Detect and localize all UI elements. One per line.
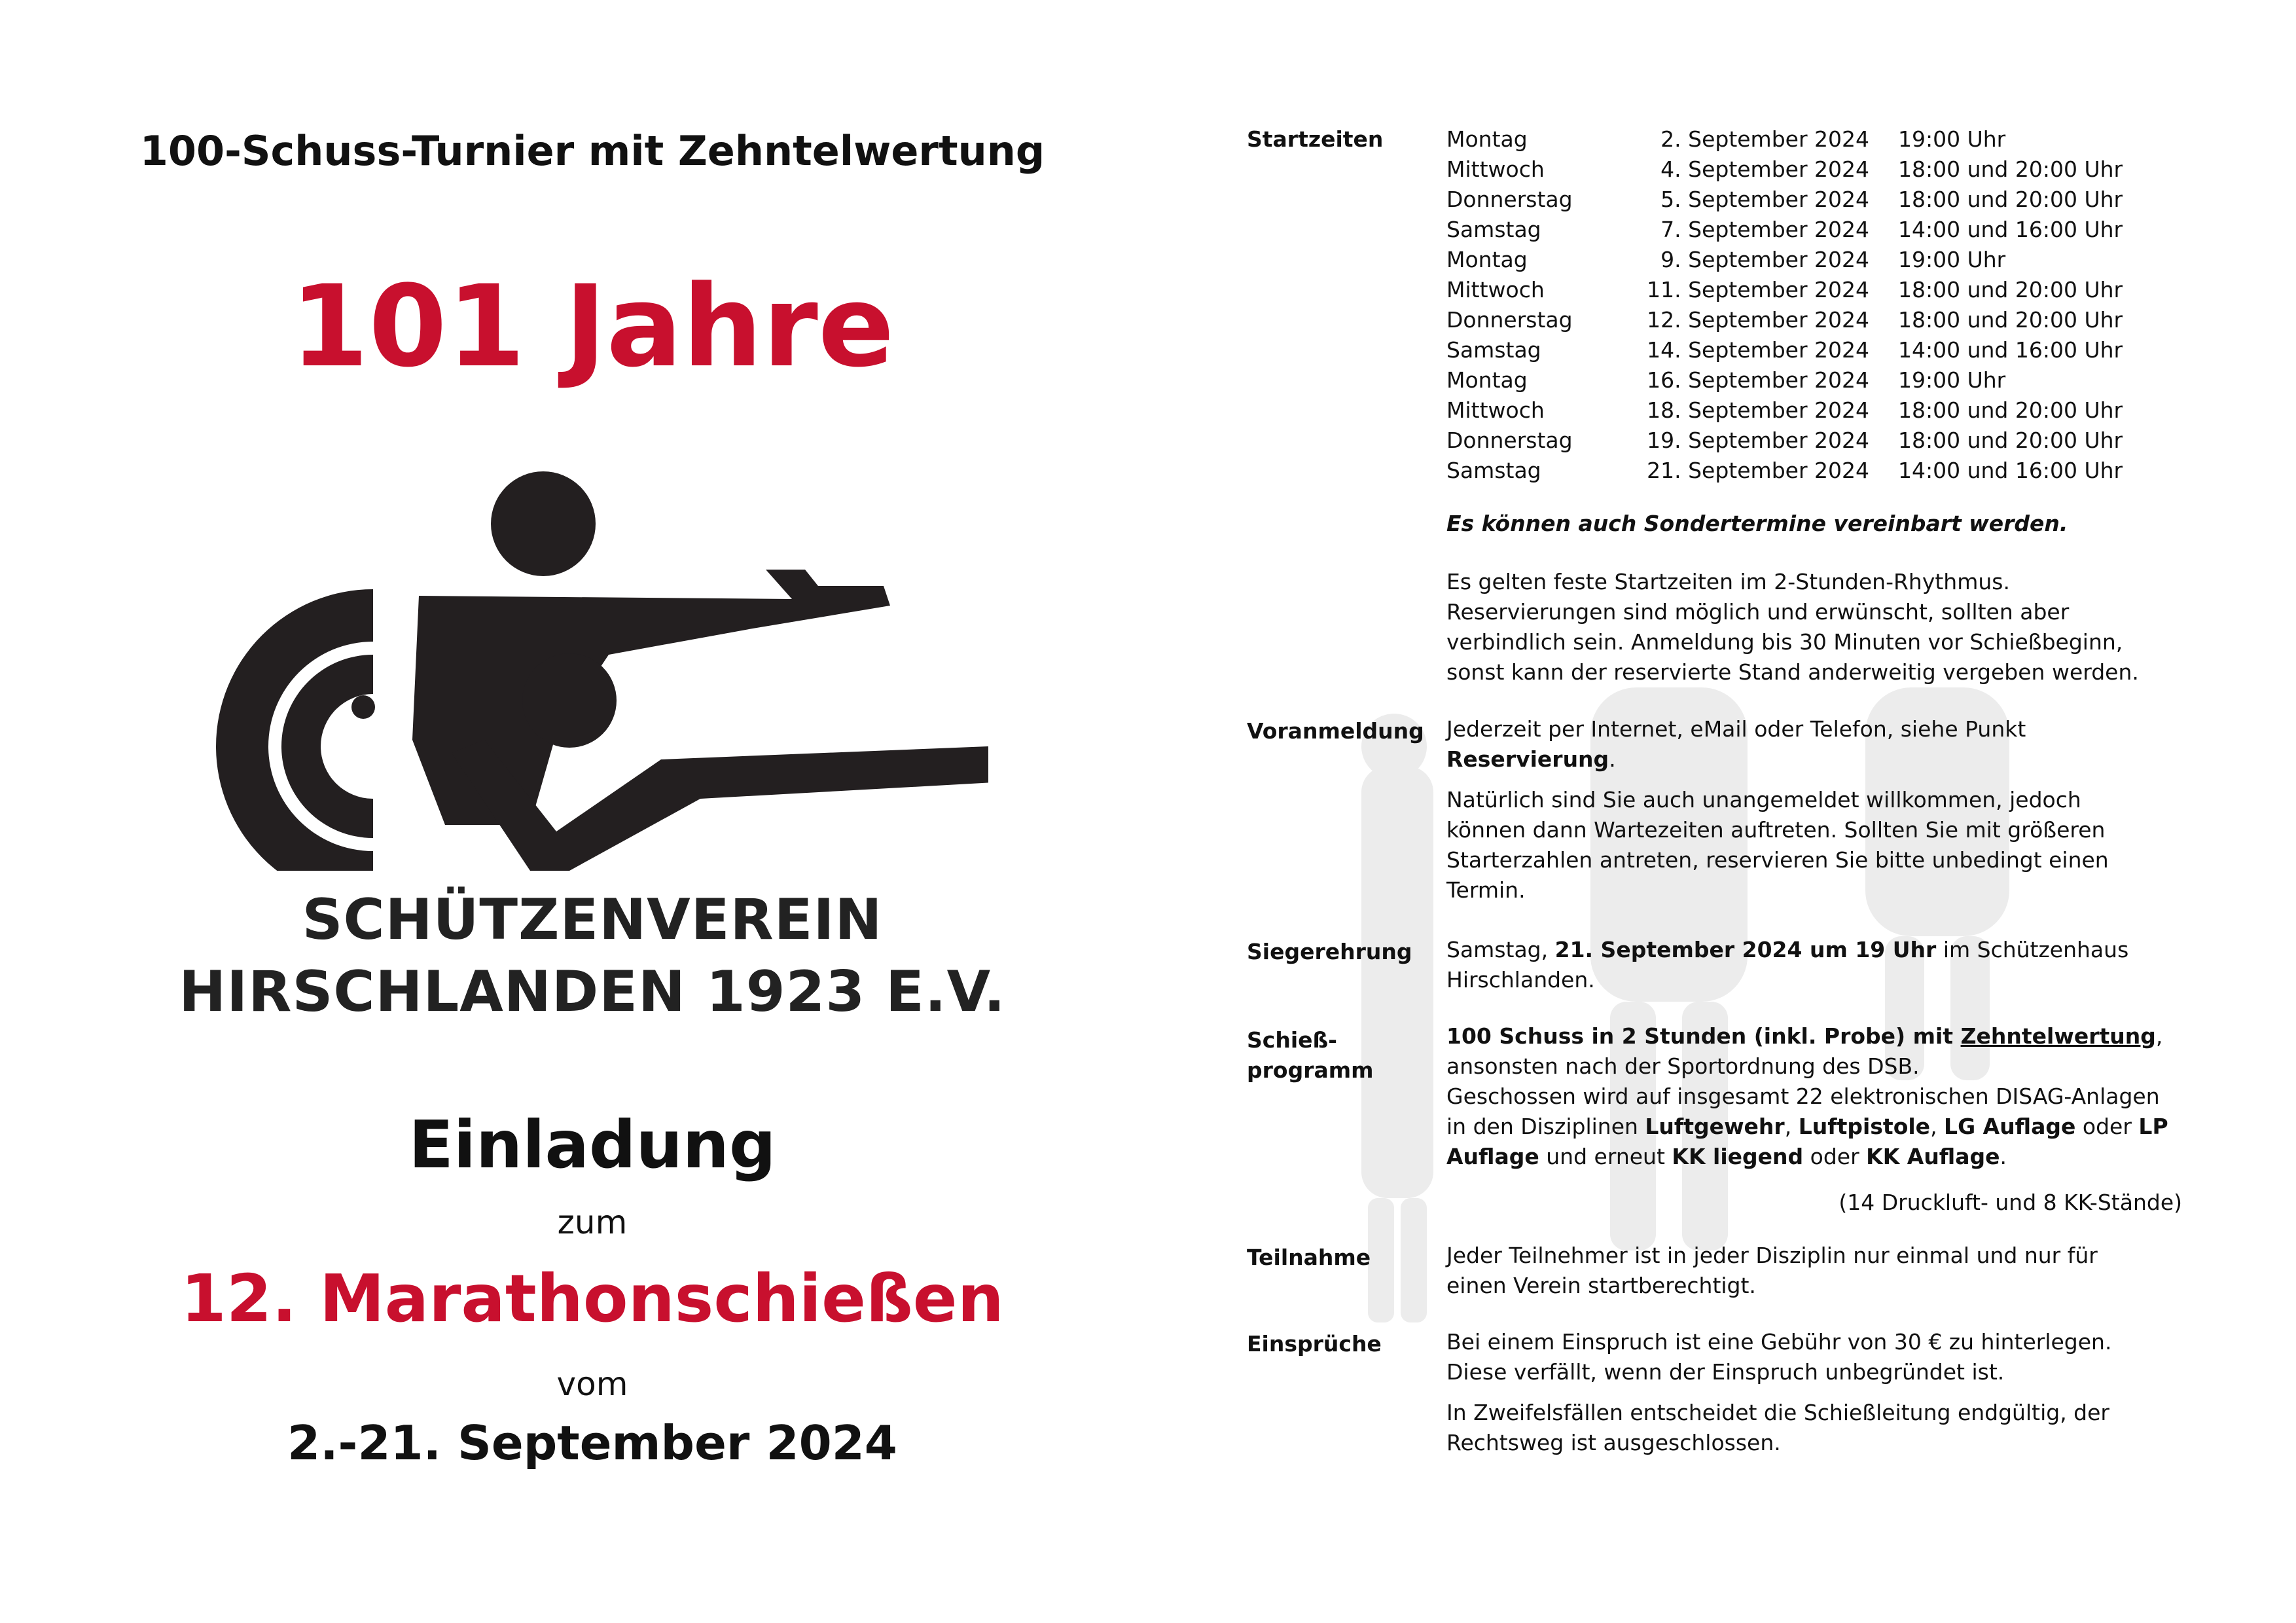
schedule-row (1446, 456, 2179, 486)
schedule-table (1446, 124, 2179, 486)
club-name-line1: SCHÜTZENVEREIN (302, 887, 883, 953)
program-line (1446, 1021, 2179, 1051)
zehntelwertung-text: Zehntelwertung (1960, 1023, 2156, 1049)
schedule-row (1446, 395, 2179, 426)
voranmeldung-text (1446, 714, 2179, 905)
text-fragment: im Schützenhaus (1936, 937, 2129, 962)
schedule-date: 11. September 2024 (1647, 277, 1869, 302)
program-line (1446, 1142, 2179, 1172)
voranmeldung-line: Termin. (1446, 877, 1526, 903)
special-dates-note: Es können auch Sondertermine vereinbart werden. (1446, 511, 2068, 536)
schedule-day: Mittwoch (1446, 397, 1545, 423)
schedule-time: 19:00 Uhr (1898, 247, 2006, 272)
voranmeldung-line: können dann Wartezeiten auftreten. Sollten Sie mit größeren (1446, 817, 2106, 843)
program-line (1446, 1112, 2179, 1142)
voranmeldung-line: Jederzeit per Internet, eMail oder Telefon, siehe Punkt (1446, 716, 2026, 742)
schedule-time: 18:00 und 20:00 Uhr (1898, 156, 2123, 182)
schedule-date: 2. September 2024 (1660, 126, 1869, 152)
schedule-row (1446, 305, 2179, 335)
teilnahme-line: Jeder Teilnehmer ist in jeder Disziplin nur einmal und nur für (1446, 1243, 2098, 1268)
startzeiten-info (1446, 567, 2179, 687)
vom-text: vom (556, 1365, 628, 1403)
text-fragment: , (1784, 1114, 1799, 1139)
label-voranmeldung: Voranmeldung (1247, 718, 1424, 744)
schedule-day: Montag (1446, 126, 1528, 152)
einspruch-line: In Zweifelsfällen entscheidet die Schießleitung endgültig, der (1446, 1400, 2109, 1425)
zum-text: zum (557, 1203, 628, 1241)
schedule-date: 14. September 2024 (1647, 337, 1869, 363)
schedule-date: 12. September 2024 (1647, 307, 1869, 333)
schedule-time: 14:00 und 16:00 Uhr (1898, 458, 2123, 483)
reservierung-link-text: Reservierung (1446, 746, 1609, 772)
label-einsprueche: Einsprüche (1247, 1331, 1382, 1357)
text-fragment: , (2155, 1023, 2163, 1049)
schedule-time: 19:00 Uhr (1898, 367, 2006, 393)
discipline-lp-auflage: Auflage (1446, 1144, 1539, 1169)
text-fragment: , (1930, 1114, 1945, 1139)
schedule-day: Samstag (1446, 337, 1541, 363)
program-line: Geschossen wird auf insgesamt 22 elektronischen DISAG-Anlagen (1446, 1084, 2160, 1109)
schedule-row (1446, 365, 2179, 395)
event-title: 12. Marathonschießen (181, 1260, 1004, 1337)
text-fragment: und erneut (1539, 1144, 1672, 1169)
schedule-date: 9. September 2024 (1660, 247, 1869, 272)
discipline-kk-auflage: KK Auflage (1866, 1144, 2000, 1169)
stands-count: (14 Druckluft- und 8 KK-Stände) (1839, 1190, 2182, 1215)
schedule-time: 18:00 und 20:00 Uhr (1898, 277, 2123, 302)
label-teilnahme: Teilnahme (1247, 1245, 1371, 1270)
text-fragment: in den Disziplinen (1446, 1114, 1645, 1139)
einspruch-line: Bei einem Einspruch ist eine Gebühr von 30 € zu hinterlegen. (1446, 1329, 2112, 1355)
schedule-day: Mittwoch (1446, 156, 1545, 182)
schedule-row (1446, 155, 2179, 185)
schedule-time: 14:00 und 16:00 Uhr (1898, 217, 2123, 242)
siegerehrung-line: Hirschlanden. (1446, 967, 1595, 993)
discipline-lg-auflage: LG Auflage (1944, 1114, 2076, 1139)
voranmeldung-line: Natürlich sind Sie auch unangemeldet willkommen, jedoch (1446, 787, 2081, 812)
siegerehrung-text (1446, 935, 2179, 995)
label-schiessprogramm (1247, 1025, 1374, 1085)
schedule-day: Donnerstag (1446, 307, 1573, 333)
label-startzeiten: Startzeiten (1247, 126, 1384, 152)
schedule-date: 5. September 2024 (1660, 187, 1869, 212)
schedule-row (1446, 215, 2179, 245)
anniversary-title: 101 Jahre (290, 261, 895, 392)
schedule-date: 18. September 2024 (1647, 397, 1869, 423)
schedule-time: 18:00 und 20:00 Uhr (1898, 397, 2123, 423)
schedule-date: 16. September 2024 (1647, 367, 1869, 393)
label-siegerehrung: Siegerehrung (1247, 939, 1412, 964)
einspruch-line: Diese verfällt, wenn der Einspruch unbegründet ist. (1446, 1359, 2005, 1385)
schedule-time: 18:00 und 20:00 Uhr (1898, 307, 2123, 333)
einsprueche-text (1446, 1327, 2179, 1458)
info-line: Reservierungen sind möglich und erwünscht, sollten aber (1446, 599, 2070, 625)
discipline-luftgewehr: Luftgewehr (1645, 1114, 1785, 1139)
einspruch-line: Rechtsweg ist ausgeschlossen. (1446, 1430, 1781, 1455)
club-name-line2: HIRSCHLANDEN 1923 E.V. (179, 959, 1006, 1025)
invitation-heading: Einladung (408, 1106, 776, 1183)
schedule-day: Montag (1446, 247, 1528, 272)
teilnahme-line: einen Verein startberechtigt. (1446, 1273, 1756, 1298)
voranmeldung-line: Starterzahlen antreten, reservieren Sie bitte unbedingt einen (1446, 847, 2109, 873)
info-line: sonst kann der reservierte Stand anderweitig vergeben werden. (1446, 659, 2139, 685)
text-fragment: . (2000, 1144, 2007, 1169)
discipline-luftpistole: Luftpistole (1798, 1114, 1931, 1139)
schedule-day: Samstag (1446, 217, 1541, 242)
event-dates: 2.-21. September 2024 (287, 1415, 897, 1470)
schedule-time: 14:00 und 16:00 Uhr (1898, 337, 2123, 363)
schedule-row (1446, 185, 2179, 215)
schedule-date: 4. September 2024 (1660, 156, 1869, 182)
voranmeldung-line (1446, 744, 2179, 775)
schedule-date: 21. September 2024 (1647, 458, 1869, 483)
teilnahme-text (1446, 1241, 2179, 1301)
siegerehrung-line (1446, 935, 2179, 965)
text-fragment: oder (2075, 1114, 2139, 1139)
program-line: ansonsten nach der Sportordnung des DSB. (1446, 1053, 1920, 1079)
schedule-day: Donnerstag (1446, 428, 1573, 453)
schedule-day: Montag (1446, 367, 1528, 393)
schedule-row (1446, 335, 2179, 365)
text-fragment: oder (1803, 1144, 1867, 1169)
label-line: Schieß- (1247, 1027, 1337, 1053)
info-line: verbindlich sein. Anmeldung bis 30 Minuten vor Schießbeginn, (1446, 629, 2123, 655)
text-fragment: . (1609, 746, 1616, 772)
schiessprogramm-text (1446, 1021, 2179, 1172)
schedule-day: Donnerstag (1446, 187, 1573, 212)
discipline-kk-liegend: KK liegend (1672, 1144, 1804, 1169)
club-logo-shooter-icon (203, 458, 988, 871)
schedule-row (1446, 245, 2179, 275)
schedule-time: 19:00 Uhr (1898, 126, 2006, 152)
schedule-row (1446, 275, 2179, 305)
schedule-row (1446, 426, 2179, 456)
text-fragment: 100 Schuss in 2 Stunden (inkl. Probe) mit (1446, 1023, 1961, 1049)
label-line: programm (1247, 1057, 1374, 1083)
tournament-subtitle: 100-Schuss-Turnier mit Zehntelwertung (139, 127, 1045, 175)
schedule-time: 18:00 und 20:00 Uhr (1898, 428, 2123, 453)
discipline-lp: LP (2138, 1114, 2168, 1139)
schedule-row (1446, 124, 2179, 155)
schedule-date: 7. September 2024 (1660, 217, 1869, 242)
ceremony-date: 21. September 2024 um 19 Uhr (1554, 937, 1937, 962)
schedule-date: 19. September 2024 (1647, 428, 1869, 453)
schedule-day: Samstag (1446, 458, 1541, 483)
schedule-time: 18:00 und 20:00 Uhr (1898, 187, 2123, 212)
text-fragment: Samstag, (1446, 937, 1555, 962)
schedule-day: Mittwoch (1446, 277, 1545, 302)
info-line: Es gelten feste Startzeiten im 2-Stunden-Rhythmus. (1446, 569, 2010, 594)
